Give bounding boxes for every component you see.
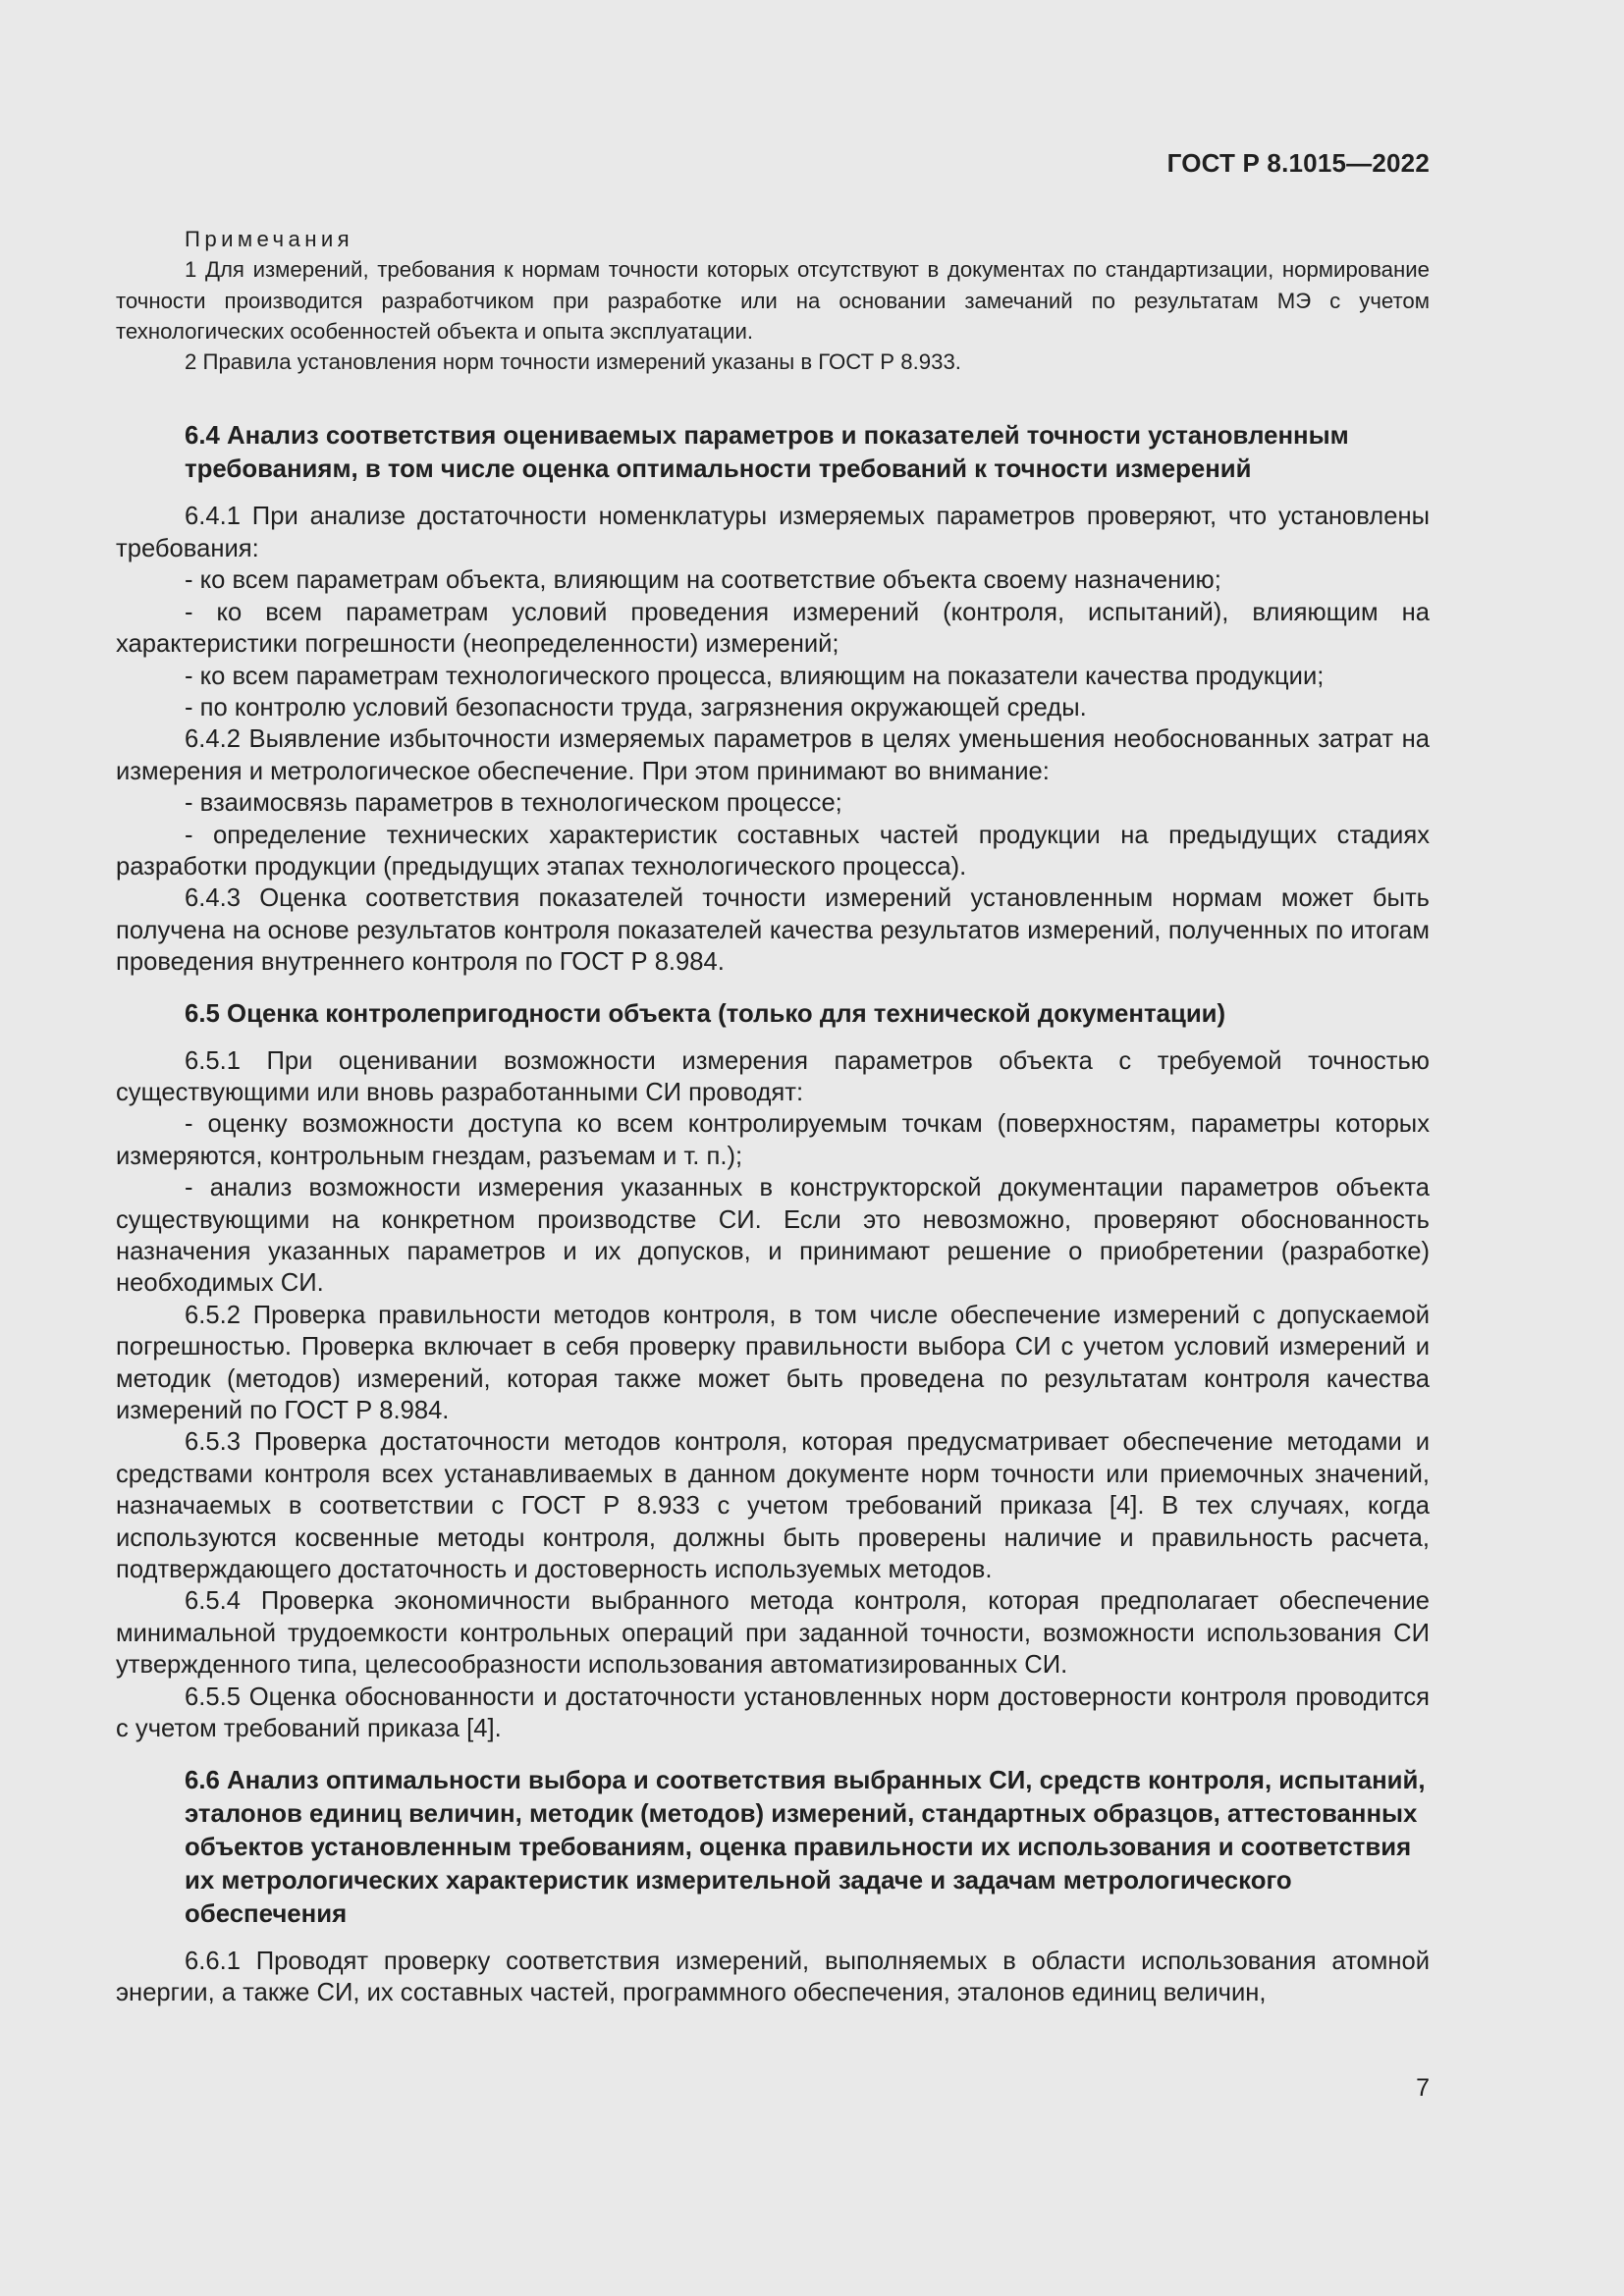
notes-title: Примечания bbox=[185, 227, 354, 251]
paragraph: 6.5.5 Оценка обоснованности и достаточности установленных норм достоверности контроля проводится с учетом требований приказа [4]. bbox=[116, 1682, 1430, 1743]
section-heading-6-5: 6.5 Оценка контролепригодности объекта (только для технической документации) bbox=[185, 999, 1226, 1028]
list-item: - анализ возможности измерения указанных в конструкторской документации параметров объекта существующими на конкретном производстве СИ. Если это невозможно, проверяют обоснованность назначения указанных параметров и их допусков, и принимают решение о приобретении (разработке) необходимых СИ. bbox=[116, 1174, 1430, 1298]
list-item: - ко всем параметрам условий проведения измерений (контроля, испытаний), влияющим на характеристики погрешности (неопределенности) измерений; bbox=[116, 598, 1430, 659]
paragraph: 6.4.3 Оценка соответствия показателей точности измерений установленным нормам может быть получена на основе результатов контроля показателей качества результатов измерений, полученных по итогам проведения внутреннего контроля по ГОСТ Р 8.984. bbox=[116, 884, 1430, 977]
paragraph: 6.5.2 Проверка правильности методов контроля, в том числе обеспечение измерений с допускаемой погрешностью. Проверка включает в себя проверку правильности выбора СИ с учетом условий измерений и методик (методов) измерений, которая также может быть проведена по результатам контроля качества измерений по ГОСТ Р 8.984. bbox=[116, 1301, 1430, 1425]
list-item: - взаимосвязь параметров в технологическом процессе; bbox=[185, 789, 842, 818]
paragraph: 6.5.4 Проверка экономичности выбранного метода контроля, которая предполагает обеспечение минимальной трудоемкости контрольных операций при заданной точности, возможности использования СИ утвержденного типа, целесообразности использования автоматизированных СИ. bbox=[116, 1587, 1430, 1680]
section-body-6-5 bbox=[116, 1045, 1430, 1745]
list-item: - ко всем параметрам технологического процесса, влияющим на показатели качества продукции; bbox=[185, 662, 1325, 690]
paragraph: 6.6.1 Проводят проверку соответствия измерений, выполняемых в области использования атомной энергии, а также СИ, их составных частей, программного обеспечения, эталонов единиц величин, bbox=[116, 1947, 1430, 2006]
section-heading-6-6: 6.6 Анализ оптимальности выбора и соответствия выбранных СИ, средств контроля, испытаний, эталонов единиц величин, методик (методов) измерений, стандартных образцов, аттестованных объектов установленным требованиям, оценка правильности их использования и соответствия их метрологических характеристик измерительной задаче и задачам метрологического обеспечения bbox=[185, 1766, 1426, 1928]
note-item: 1 Для измерений, требования к нормам точности которых отсутствуют в документах по стандартизации, нормирование точности производится разработчиком при разработке или на основании замечаний по результатам МЭ с учетом технологических особенностей объекта и опыта эксплуатации. bbox=[116, 257, 1430, 344]
list-item: - оценку возможности доступа ко всем контролируемым точкам (поверхностям, параметры которых измеряются, контрольным гнездам, разъемам и т. п.); bbox=[116, 1110, 1430, 1170]
document-code-header: ГОСТ Р 8.1015—2022 bbox=[1166, 148, 1430, 178]
paragraph: 6.4.2 Выявление избыточности измеряемых параметров в целях уменьшения необоснованных затрат на измерения и метрологическое обеспечение. При этом принимают во внимание: bbox=[116, 725, 1430, 785]
note-item: 2 Правила установления норм точности измерений указаны в ГОСТ Р 8.933. bbox=[185, 349, 961, 375]
paragraph: 6.5.1 При оценивании возможности измерения параметров объекта с требуемой точностью существующими или вновь разработанными СИ проводят: bbox=[116, 1046, 1430, 1106]
section-heading-6-4: 6.4 Анализ соответствия оцениваемых параметров и показателей точности установленным требованиям, в том числе оценка оптимальности требований к точности измерений bbox=[185, 422, 1349, 484]
page-content bbox=[116, 224, 1430, 2008]
paragraph: 6.5.3 Проверка достаточности методов контроля, которая предусматривает обеспечение методами и средствами контроля всех устанавливаемых в данном документе норм точности или приемочных значений, назначаемых в соответствии с ГОСТ Р 8.933 с учетом требований приказа [4]. В тех случаях, когда используются косвенные методы контроля, должны быть проверены наличие и правильность расчета, подтверждающего достаточность и достоверность используемых методов. bbox=[116, 1428, 1430, 1584]
list-item: - определение технических характеристик составных частей продукции на предыдущих стадиях разработки продукции (предыдущих этапах технологического процесса). bbox=[116, 821, 1430, 881]
page-number: 7 bbox=[1416, 2074, 1430, 2102]
list-item: - ко всем параметрам объекта, влияющим на соответствие объекта своему назначению; bbox=[185, 566, 1221, 595]
section-body-6-6 bbox=[116, 1946, 1430, 2009]
paragraph: 6.4.1 При анализе достаточности номенклатуры измеряемых параметров проверяют, что установлены требования: bbox=[116, 503, 1430, 562]
notes-block bbox=[116, 224, 1430, 377]
section-body-6-4 bbox=[116, 501, 1430, 978]
list-item: - по контролю условий безопасности труда, загрязнения окружающей среды. bbox=[185, 693, 1087, 721]
